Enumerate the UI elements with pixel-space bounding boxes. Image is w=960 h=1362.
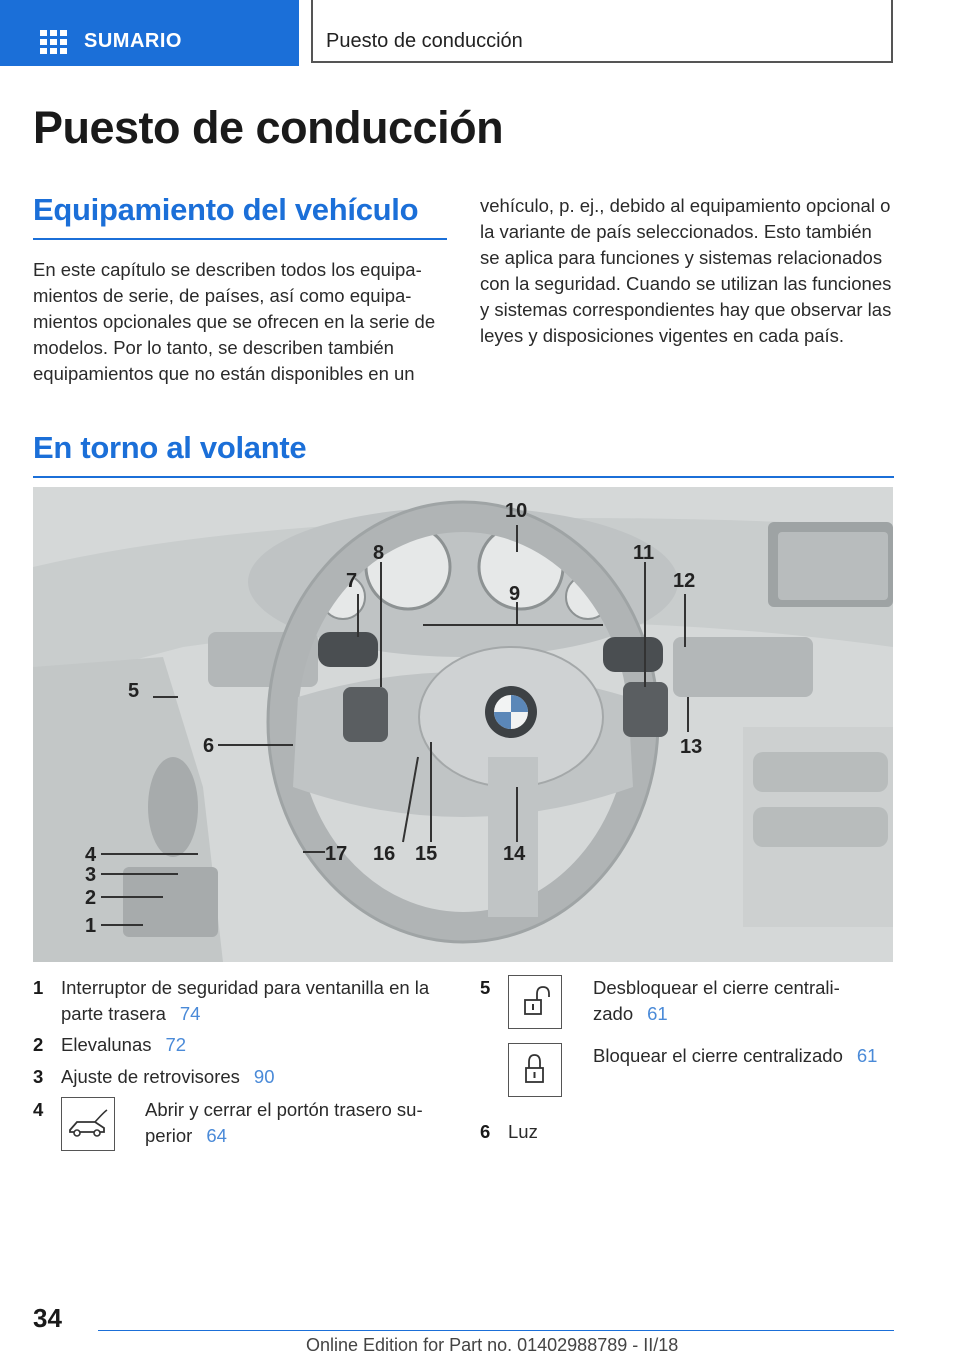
- callout-8: 8: [373, 542, 385, 564]
- item-number: 5: [480, 977, 491, 998]
- item-text: Desbloquear el cierre centralizado: [593, 977, 840, 1024]
- list-item: [593, 1043, 893, 1069]
- callout-4: 4: [85, 844, 97, 866]
- item-number: 2: [33, 1034, 44, 1055]
- footer-divider: [98, 1330, 894, 1331]
- cockpit-illustration: [33, 487, 893, 962]
- section-equipment: [33, 192, 447, 240]
- callout-14: 14: [503, 843, 526, 865]
- list-item: [145, 1097, 445, 1149]
- item-text: Abrir y cerrar el portón trasero superior: [145, 1099, 423, 1146]
- item-number: 1: [33, 977, 44, 998]
- list-item: [61, 1032, 446, 1058]
- unlock-icon: [508, 975, 562, 1029]
- list-item: [61, 975, 446, 1027]
- page-number: 34: [33, 1303, 62, 1333]
- callout-5: 5: [128, 680, 140, 702]
- item-text: Elevalunas: [61, 1034, 152, 1055]
- item-number: 6: [480, 1121, 491, 1142]
- section-steering: [33, 430, 894, 478]
- list-item: [508, 1119, 808, 1145]
- breadcrumb-label: Puesto de conducción: [326, 30, 523, 52]
- breadcrumb[interactable]: [311, 0, 893, 63]
- callout-12: 12: [673, 570, 696, 592]
- page-ref-link[interactable]: 72: [165, 1034, 187, 1055]
- page-ref-link[interactable]: 74: [179, 1003, 201, 1024]
- page-title: Puesto de conducción: [33, 102, 504, 153]
- edition-footer: Online Edition for Part no. 01402988789 - II/18: [306, 1335, 679, 1355]
- callout-10: 10: [505, 500, 528, 522]
- paragraph-right: vehículo, p. ej., debido al equipamiento opcional o la variante de país seleccionados. Esto también se aplica para funciones y sistemas relacionados con la seguridad. Cuando se utilizan las funciones y sistemas correspondientes hay que observar las leyes y disposiciones vigentes en cada país.: [480, 195, 892, 346]
- callout-6: 6: [203, 735, 215, 757]
- callout-11: 11: [633, 542, 655, 564]
- callout-16: 16: [373, 843, 396, 865]
- callout-15: 15: [415, 843, 438, 865]
- callout-17: 17: [325, 843, 348, 865]
- section-title-steering: En torno al volante: [33, 430, 894, 478]
- top-bar: [0, 0, 960, 66]
- callout-1: 1: [85, 915, 97, 937]
- item-text: Interruptor de seguridad para ventanilla en la parte trasera: [61, 977, 430, 1024]
- sumario-button[interactable]: [0, 0, 299, 66]
- tailgate-icon: [61, 1097, 115, 1151]
- item-number: 4: [33, 1099, 44, 1120]
- item-text: Ajuste de retrovisores: [61, 1066, 240, 1087]
- lock-icon: [508, 1043, 562, 1097]
- section-title-equipment: Equipamiento del vehículo: [33, 192, 447, 240]
- cockpit-svg: [33, 487, 893, 962]
- page-ref-link[interactable]: 61: [856, 1045, 878, 1066]
- item-number: 3: [33, 1066, 44, 1087]
- callout-3: 3: [85, 864, 97, 886]
- page-ref-link[interactable]: 61: [647, 1003, 668, 1024]
- item-text: Luz: [508, 1121, 538, 1142]
- grid-icon: [40, 30, 68, 54]
- callout-2: 2: [85, 887, 97, 909]
- page-ref-link[interactable]: 64: [206, 1125, 227, 1146]
- callout-13: 13: [680, 736, 703, 758]
- list-item: [61, 1064, 446, 1090]
- callout-9: 9: [509, 583, 521, 605]
- sumario-label: SUMARIO: [84, 30, 182, 52]
- list-item: [593, 975, 893, 1027]
- callout-7: 7: [346, 570, 358, 592]
- paragraph-left: En este capítulo se describen todos los equipamientos de serie, de países, así como equipamientos opcionales que se ofrecen en la serie de modelos. Por lo tanto, se describen también equipamientos que no están disponibles en un: [33, 259, 436, 384]
- item-text: Bloquear el cierre centralizado: [593, 1045, 843, 1066]
- page-ref-link[interactable]: 90: [253, 1066, 275, 1087]
